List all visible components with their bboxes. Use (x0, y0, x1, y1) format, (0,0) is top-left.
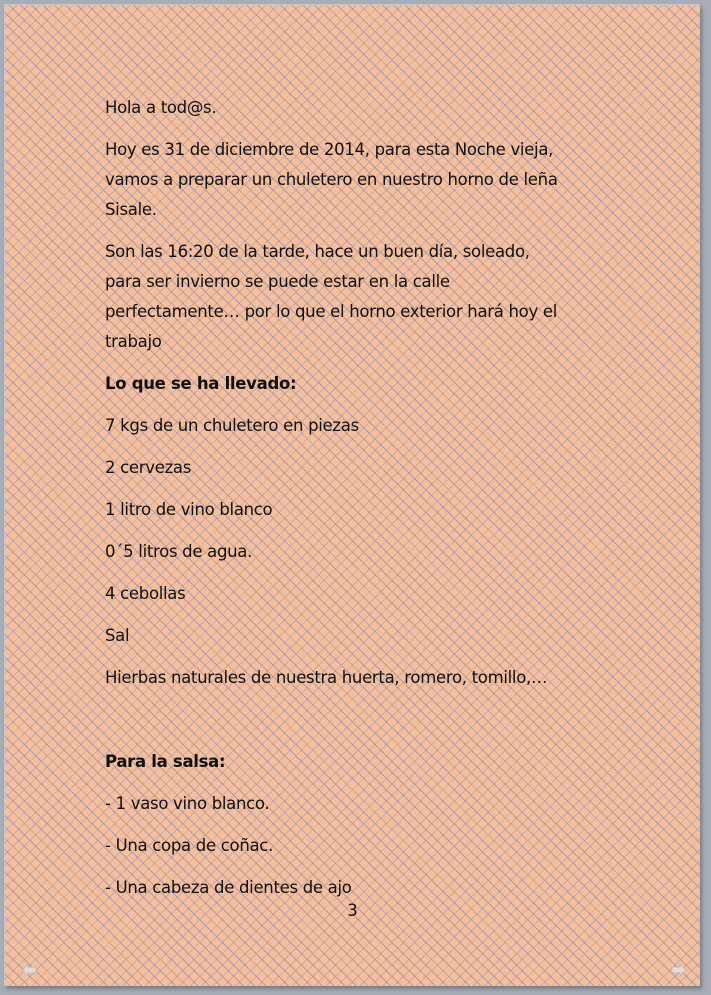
intro-line-3: Sisale. (105, 200, 157, 219)
ingredient-item: 2 cervezas (105, 458, 192, 477)
sauce-heading: Para la salsa: (105, 752, 226, 771)
ingredients-heading: Lo que se ha llevado: (105, 374, 297, 393)
sauce-item: - 1 vaso vino blanco. (105, 794, 270, 813)
ingredient-item: 1 litro de vino blanco (105, 500, 273, 519)
prev-page-button[interactable] (21, 962, 37, 976)
context-line-2: para ser invierno se puede estar en la calle (105, 272, 450, 291)
next-page-button[interactable] (671, 962, 687, 976)
page-number: 3 (347, 901, 358, 920)
context-line-4: trabajo (105, 332, 162, 351)
intro-line-1: Hoy es 31 de diciembre de 2014, para esta Noche vieja, (105, 140, 554, 159)
ingredient-item: Hierbas naturales de nuestra huerta, romero, tomillo,… (105, 668, 548, 687)
sauce-item: - Una copa de coñac. (105, 836, 274, 855)
greeting: Hola a tod@s. (105, 98, 217, 117)
ingredient-item: 7 kgs de un chuletero en piezas (105, 416, 359, 435)
arrow-left-icon (21, 963, 37, 977)
document-page (4, 4, 700, 986)
ingredient-item: Sal (105, 626, 130, 645)
context-line-3: perfectamente… por lo que el horno exterior hará hoy el (105, 302, 557, 321)
context-line-1: Son las 16:20 de la tarde, hace un buen día, soleado, (105, 242, 530, 261)
ingredient-item: 0´5 litros de agua. (105, 542, 253, 561)
ingredient-item: 4 cebollas (105, 584, 186, 603)
blank-line (105, 705, 605, 735)
sauce-item: - Una cabeza de dientes de ajo (105, 878, 352, 897)
intro-line-2: vamos a preparar un chuletero en nuestro horno de leña (105, 170, 558, 189)
arrow-right-icon (671, 963, 687, 977)
page-content (105, 93, 605, 903)
